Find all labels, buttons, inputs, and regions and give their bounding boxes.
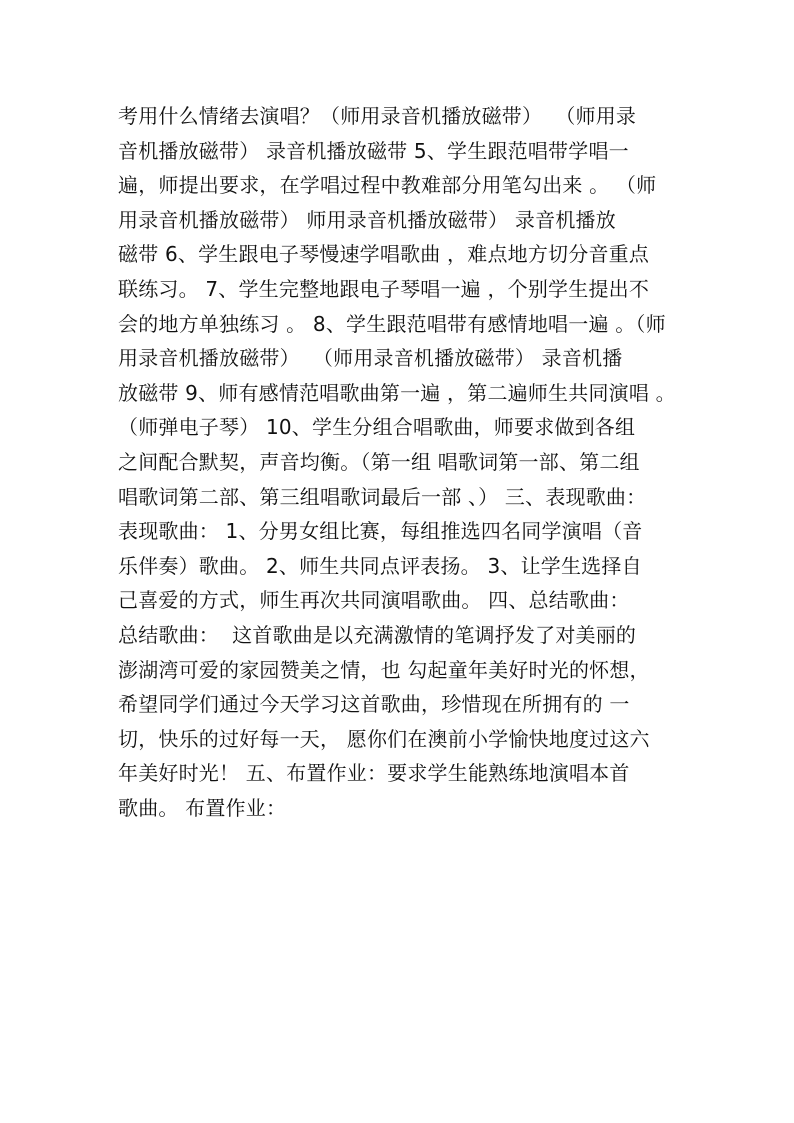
text-line-7: 会的地方单独练习 。 8、学生跟范唱带有感情地唱一遍 。（师 xyxy=(118,311,666,336)
text-line-13: 表现歌曲： 1、分男女组比赛，每组推选四名同学演唱（音 xyxy=(118,519,643,544)
text-line-18: 希望同学们通过今天学习这首歌曲，珍惜现在所拥有的 一 xyxy=(118,692,630,717)
text-line-1: 考用什么情绪去演唱？（师用录音机播放磁带） （师用录 xyxy=(118,104,637,128)
body-text xyxy=(118,101,698,827)
text-line-16: 总结歌曲： 这首歌曲是以充满激情的笔调抒发了对美丽的 xyxy=(118,622,637,647)
text-line-9: 放磁带 9、师有感情范唱歌曲第一遍 ，第二遍师生共同演唱 。 xyxy=(118,380,676,405)
text-line-12: 唱歌词第二部、第三组唱歌词最后一部 、） 三、表现歌曲： xyxy=(118,484,647,509)
text-line-17: 澎湖湾可爱的家园赞美之情，也 勾起童年美好时光的怀想， xyxy=(118,657,650,682)
text-line-11: 之间配合默契，声音均衡。（第一组 唱歌词第一部、第二组 xyxy=(118,449,640,474)
text-line-14: 乐伴奏）歌曲。 2、师生共同点评表扬。 3、让学生选择自 xyxy=(118,553,642,578)
text-line-21: 歌曲。 布置作业： xyxy=(118,795,287,820)
text-line-6: 联练习。 7、学生完整地跟电子琴唱一遍 ，个别学生提出不 xyxy=(118,276,650,301)
text-line-15: 己喜爱的方式，师生再次共同演唱歌曲。 四、总结歌曲： xyxy=(118,588,630,613)
text-line-4: 用录音机播放磁带） 师用录音机播放磁带） 录音机播放 xyxy=(118,207,616,232)
text-line-2: 音机播放磁带） 录音机播放磁带 5、学生跟范唱带学唱一 xyxy=(118,138,629,163)
text-line-20: 年美好时光！ 五、布置作业：要求学生能熟练地演唱本首 xyxy=(118,761,630,786)
text-line-19: 切，快乐的过好每一天， 愿你们在澳前小学愉快地度过这六 xyxy=(118,726,650,751)
text-line-10: （师弹电子琴） 10、学生分组合唱歌曲，师要求做到各组 xyxy=(118,415,636,440)
text-line-3: 遍，师提出要求，在学唱过程中教难部分用笔勾出来 。 （师 xyxy=(118,173,657,198)
text-line-5: 磁带 6、学生跟电子琴慢速学唱歌曲 ，难点地方切分音重点 xyxy=(118,242,650,267)
text-line-8: 用录音机播放磁带） （师用录音机播放磁带） 录音机播 xyxy=(118,346,623,371)
